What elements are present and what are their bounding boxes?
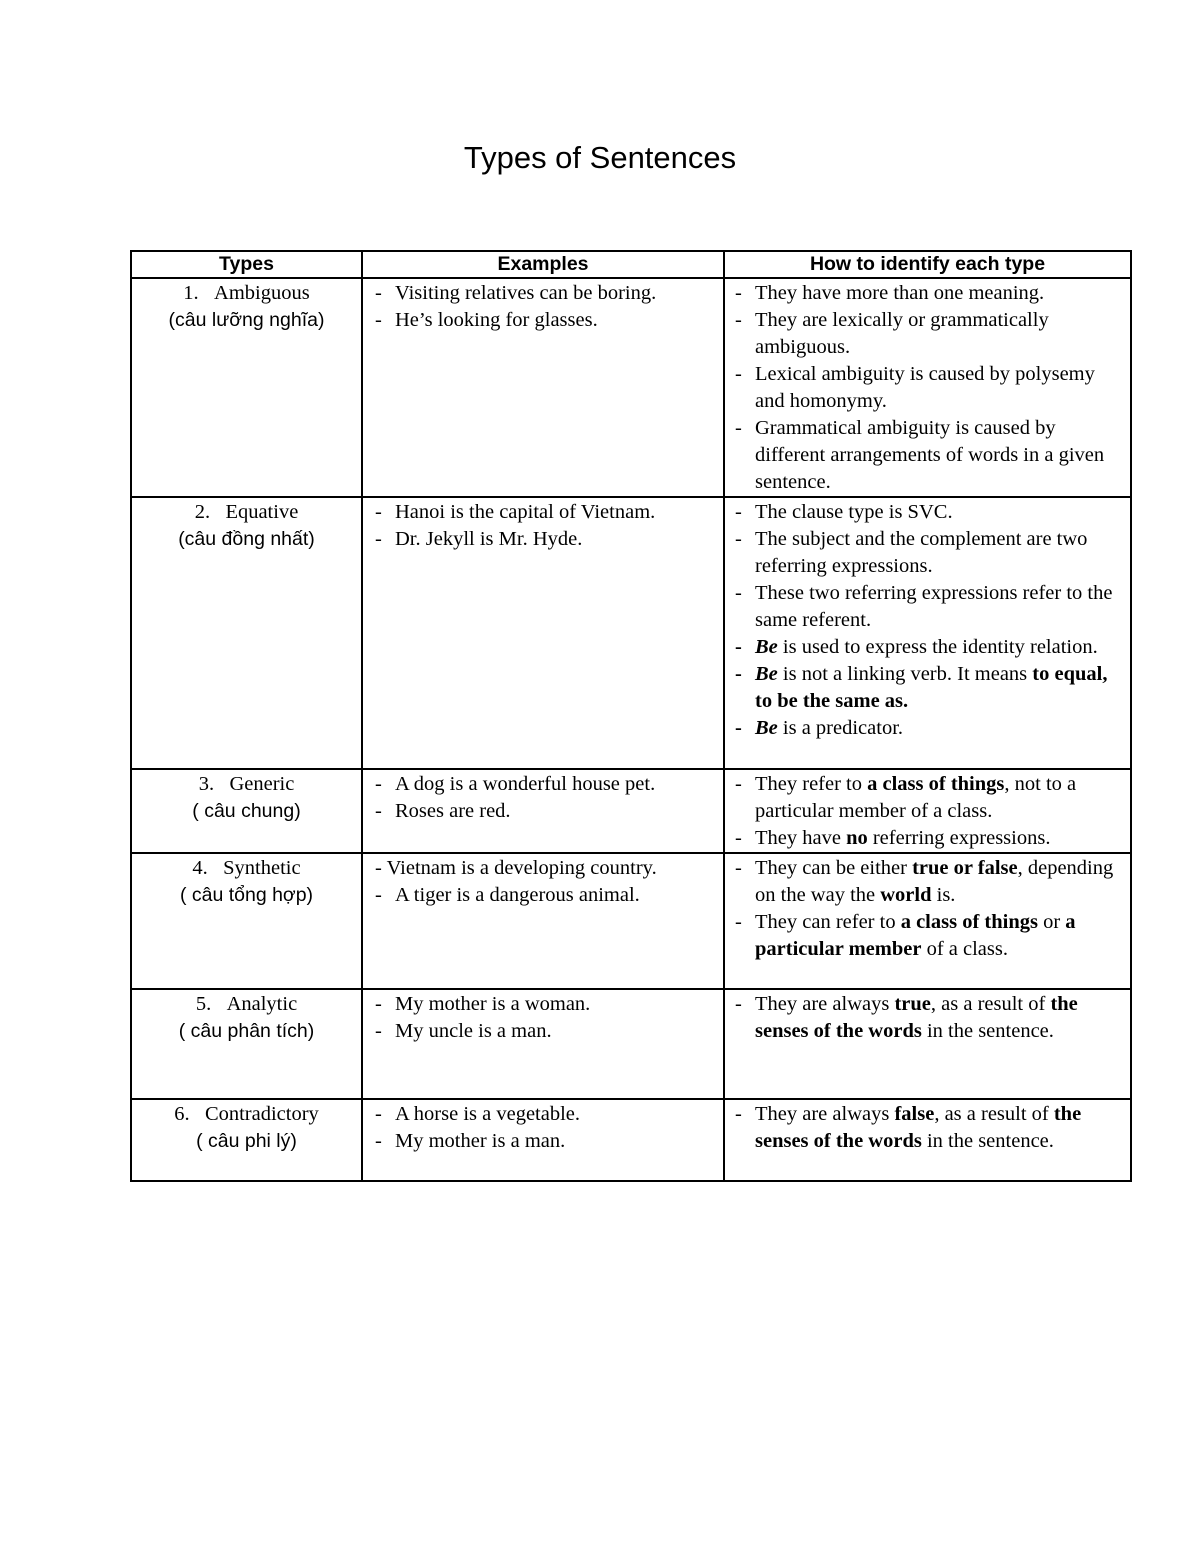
identify-text-bold: true or false (912, 857, 1018, 879)
identify-text-bold: true (894, 993, 931, 1015)
type-vietnamese: ( câu phân tích) (178, 1020, 315, 1042)
identify-text: They are always (755, 1103, 895, 1125)
table-row (131, 497, 1131, 769)
examples-cell: - Hanoi is the capital of Vietnam. - Dr. Jekyll is Mr. Hyde. (362, 497, 724, 769)
header-identify: How to identify each type (724, 251, 1131, 278)
header-examples: Examples (362, 251, 724, 278)
example-text: My mother is a woman. (395, 993, 591, 1015)
identify-text: is. (931, 884, 956, 906)
example-text: He’s looking for glasses. (395, 309, 598, 331)
examples-cell: - Vietnam is a developing country. - A tiger is a dangerous animal. (362, 853, 724, 989)
identify-cell: - The clause type is SVC. - The subject and the complement are two referring expressions. - These two referring expressions refer to the same referent. - Be is used to express the identity relation. - Be is not a linking verb. It means to equal, to be the same as. - Be is a predicator. (724, 497, 1131, 769)
type-cell (131, 853, 362, 989)
identify-text: referring expressions. (867, 827, 1051, 849)
identify-cell: - They have more than one meaning. - They are lexically or grammatically ambiguous. - Lexical ambiguity is caused by polysemy and homonymy. - Grammatical ambiguity is caused by different arrangements of words in a given sentence. (724, 278, 1131, 497)
examples-cell: - A horse is a vegetable. - My mother is a man. (362, 1099, 724, 1181)
identify-text: , as a result of (934, 1103, 1054, 1125)
example-text: My uncle is a man. (395, 1020, 552, 1042)
identify-text: They can be either (755, 857, 913, 879)
identify-text: They are always (755, 993, 895, 1015)
identify-text: Grammatical ambiguity is caused by different arrangements of words in a given sentence. (755, 417, 1105, 493)
type-vietnamese: ( câu chung) (192, 800, 301, 822)
identify-text: They have (755, 827, 847, 849)
identify-cell: - They can be either true or false, depending on the way the world is. - They can refer to a class of things or a particular member of a class. (724, 853, 1131, 989)
identify-text: in the sentence. (921, 1020, 1054, 1042)
identify-text-bold: a class of things (900, 911, 1038, 933)
identify-text: They have more than one meaning. (755, 282, 1045, 304)
identify-text: , as a result of (930, 993, 1051, 1015)
identify-text: They are lexically or grammatically ambiguous. (755, 309, 1049, 358)
identify-text: , depending on the way the (755, 857, 1114, 906)
identify-text-bold: a particular member (755, 911, 1076, 960)
type-name: Ambiguous (214, 282, 310, 304)
identify-text-bold: no (846, 827, 868, 849)
identify-text: The clause type is SVC. (755, 501, 953, 523)
identify-text-bold: Be (755, 717, 778, 739)
type-name: Generic (229, 773, 295, 795)
type-cell (131, 989, 362, 1099)
type-name: Analytic (226, 993, 298, 1015)
example-text: - Vietnam is a developing country. (375, 857, 657, 879)
identify-text-bold: the senses of the words (755, 993, 1078, 1042)
identify-text: is used to express the identity relation. (777, 636, 1098, 658)
identify-cell: - They refer to a class of things, not to a particular member of a class. - They have no referring expressions. (724, 769, 1131, 853)
identify-text-bold: a class of things (867, 773, 1005, 795)
type-number: 2. (194, 501, 211, 523)
example-text: Dr. Jekyll is Mr. Hyde. (395, 528, 583, 550)
type-name: Synthetic (223, 857, 301, 879)
page-title: Types of Sentences (463, 140, 737, 175)
table-row (131, 278, 1131, 497)
identify-cell: - They are always true, as a result of the senses of the words in the sentence. (724, 989, 1131, 1099)
type-number: 4. (192, 857, 208, 879)
identify-text-bold: Be (755, 663, 778, 685)
sentence-types-table (130, 250, 1132, 1182)
type-number: 6. (174, 1103, 190, 1125)
type-cell (131, 278, 362, 497)
examples-cell: - A dog is a wonderful house pet. - Roses are red. (362, 769, 724, 853)
type-name: Equative (225, 501, 299, 523)
type-number: 1. (183, 282, 199, 304)
example-text: Hanoi is the capital of Vietnam. (395, 501, 656, 523)
identify-text: The subject and the complement are two referring expressions. (755, 528, 1088, 577)
example-text: My mother is a man. (395, 1130, 566, 1152)
type-name: Contradictory (204, 1103, 319, 1125)
table-row (131, 769, 1131, 853)
type-number: 5. (195, 993, 212, 1015)
table-header-row (131, 251, 1131, 278)
type-vietnamese: ( câu phi lý) (196, 1130, 297, 1152)
identify-text-bold: Be (755, 636, 778, 658)
type-number: 3. (198, 773, 215, 795)
identify-text: Lexical ambiguity is caused by polysemy and homonymy. (755, 363, 1095, 412)
identify-text: in the sentence. (921, 1130, 1054, 1152)
identify-text: is not a linking verb. It means (777, 663, 1033, 685)
example-text: A tiger is a dangerous animal. (395, 884, 640, 906)
identify-text: or (1037, 911, 1066, 933)
identify-text: is a predicator. (777, 717, 904, 739)
table-row (131, 989, 1131, 1099)
identify-text-bold: the senses of the words (755, 1103, 1082, 1152)
example-text: Roses are red. (395, 800, 511, 822)
example-text: Visiting relatives can be boring. (395, 282, 657, 304)
examples-cell: - My mother is a woman. - My uncle is a man. (362, 989, 724, 1099)
identify-text: of a class. (921, 938, 1008, 960)
type-cell (131, 769, 362, 853)
identify-text: These two referring expressions refer to the same referent. (755, 582, 1113, 631)
type-vietnamese: ( câu tổng hợp) (179, 884, 314, 906)
table-row (131, 853, 1131, 989)
examples-cell: - Visiting relatives can be boring. - He’s looking for glasses. (362, 278, 724, 497)
identify-text: They can refer to (755, 911, 901, 933)
identify-text-bold: world (880, 884, 932, 906)
example-text: A horse is a vegetable. (395, 1103, 581, 1125)
identify-text-bold: to equal, to be the same as. (755, 663, 1108, 712)
identify-text: , not to a particular member of a class. (755, 773, 1077, 822)
identify-text: They refer to (755, 773, 868, 795)
type-vietnamese: (câu lưỡng nghĩa) (168, 309, 325, 331)
type-cell (131, 497, 362, 769)
type-vietnamese: (câu đồng nhất) (178, 528, 315, 550)
header-types: Types (131, 251, 362, 278)
example-text: A dog is a wonderful house pet. (395, 773, 656, 795)
type-cell (131, 1099, 362, 1181)
identify-cell: - They are always false, as a result of the senses of the words in the sentence. (724, 1099, 1131, 1181)
table-row (131, 1099, 1131, 1181)
identify-text-bold: false (894, 1103, 935, 1125)
